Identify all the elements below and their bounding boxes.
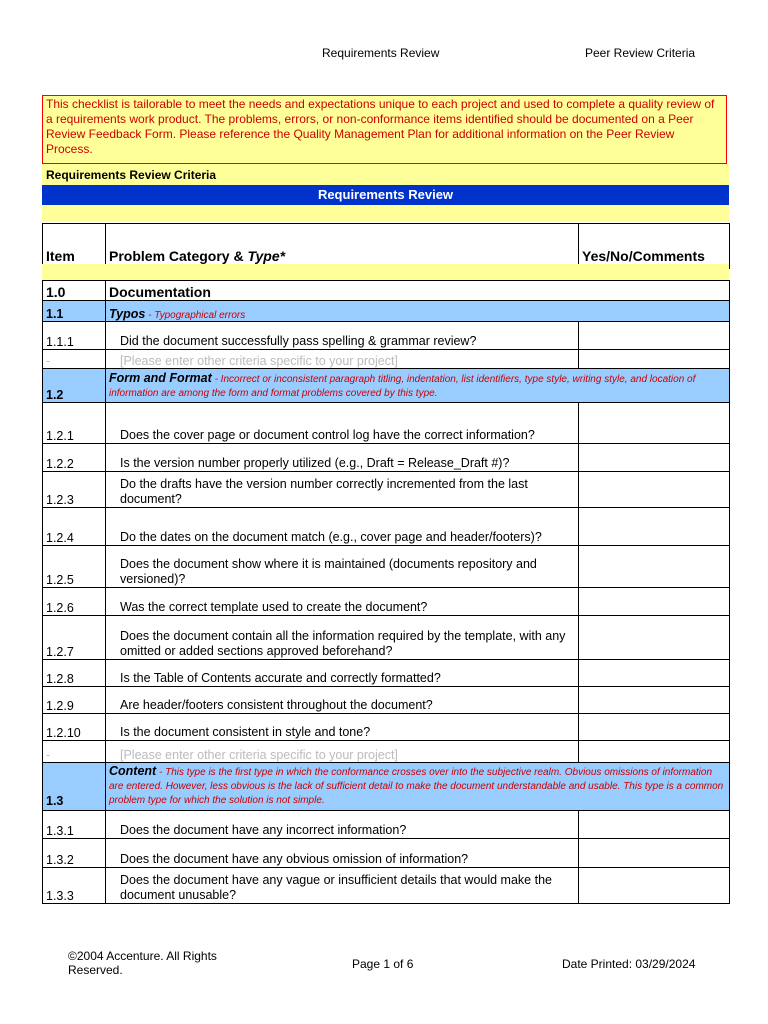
placeholder-num: - [43,741,106,763]
column-header-row [43,224,730,269]
criterion-num: 1.2.9 [43,687,106,714]
criterion-num: 1.2.7 [43,616,106,660]
response-cell[interactable] [579,546,730,588]
criterion-row [43,839,730,868]
response-cell[interactable] [579,508,730,546]
subcategory-description: - This type is the first type in which the conformance crosses over into the subjective realm. Obvious omissions of information are entered. However, less obvious is the lack of sufficient detail to make the document understandable and usable. This type is a common problem type for which the solution is not simple. [109,767,724,806]
placeholder-text[interactable]: [Please enter other criteria specific to your project] [106,350,579,369]
criterion-num: 1.3.1 [43,811,106,839]
column-header-table [42,223,730,269]
response-cell[interactable] [579,350,730,369]
yellow-spacer [42,264,729,280]
response-cell[interactable] [579,616,730,660]
subcategory-row [43,301,730,322]
subcategory-desc [106,763,730,811]
col-category [106,224,579,269]
criterion-row [43,508,730,546]
criterion-num: 1.2.2 [43,444,106,472]
response-cell[interactable] [579,322,730,350]
subcategory-row [43,763,730,811]
placeholder-num: - [43,350,106,369]
criterion-num: 1.2.5 [43,546,106,588]
response-cell[interactable] [579,444,730,472]
subcategory-name: Content [109,764,157,778]
subcategory-description: - Incorrect or inconsistent paragraph titling, indentation, list identifiers, type style, writing style, and location of information are among the form and format problems covered by this type. [109,373,696,399]
criterion-row [43,714,730,741]
review-title-bar: Requirements Review [42,185,729,205]
criterion-row [43,472,730,508]
criteria-title: Requirements Review Criteria [46,168,217,182]
footer-page-number: Page 1 of 6 [352,957,414,971]
criterion-num: 1.2.4 [43,508,106,546]
criterion-row [43,546,730,588]
subcategory-name: Typos [109,307,146,321]
col-response: Yes/No/Comments [579,224,730,269]
subcategory-row [43,369,730,403]
response-cell[interactable] [579,472,730,508]
criterion-num: 1.2.3 [43,472,106,508]
col-category-label: Problem Category & [109,248,248,264]
response-cell[interactable] [579,868,730,904]
response-cell[interactable] [579,741,730,763]
header-doc-type: Peer Review Criteria [585,46,696,60]
criterion-text: Does the document have any obvious omission of information? [106,839,579,868]
placeholder-text[interactable]: [Please enter other criteria specific to your project] [106,741,579,763]
criterion-text: Do the dates on the document match (e.g., cover page and header/footers)? [106,508,579,546]
response-cell[interactable] [579,660,730,687]
tailoring-notice: This checklist is tailorable to meet the needs and expectations unique to each project and used to complete a quality review of a requirements work product. The problems, errors, or non-conformance items identified should be documented on a Peer Review Feedback Form. Please reference the Quality Management Plan for additional information on the Peer Review Process. [42,95,727,164]
criterion-num: 1.2.8 [43,660,106,687]
section-row [43,281,730,301]
criteria-table [42,280,730,904]
placeholder-row [43,350,730,369]
criterion-num: 1.2.1 [43,403,106,444]
criterion-row [43,588,730,616]
criterion-row [43,616,730,660]
response-cell[interactable] [579,588,730,616]
subcategory-num: 1.1 [43,301,106,322]
subcategory-desc [106,301,730,322]
criterion-text: Does the document show where it is maintained (documents repository and versioned)? [106,546,579,588]
criterion-text: Do the drafts have the version number correctly incremented from the last document? [106,472,579,508]
criterion-text: Does the cover page or document control log have the correct information? [106,403,579,444]
response-cell[interactable] [579,714,730,741]
footer-date-printed: Date Printed: 03/29/2024 [562,957,696,971]
criterion-text: Are header/footers consistent throughout the document? [106,687,579,714]
criterion-num: 1.2.6 [43,588,106,616]
subcategory-description: - Typographical errors [145,310,246,321]
criterion-text: Is the version number properly utilized (e.g., Draft = Release_Draft #)? [106,444,579,472]
criterion-num: 1.2.10 [43,714,106,741]
col-item: Item [43,224,106,269]
criterion-num: 1.1.1 [43,322,106,350]
criterion-text: Does the document contain all the information required by the template, with any omitted or added sections approved beforehand? [106,616,579,660]
criterion-text: Was the correct template used to create the document? [106,588,579,616]
subcategory-name: Form and Format [109,370,212,385]
response-cell[interactable] [579,811,730,839]
response-cell[interactable] [579,403,730,444]
criterion-row [43,660,730,687]
criterion-num: 1.3.3 [43,868,106,904]
criterion-row [43,811,730,839]
col-category-type: Type* [247,248,286,264]
criterion-row [43,403,730,444]
criterion-text: Does the document have any vague or insufficient details that would make the document unusable? [106,868,579,904]
criterion-num: 1.3.2 [43,839,106,868]
footer-copyright: ©2004 Accenture. All Rights Reserved. [68,949,217,977]
subcategory-num: 1.2 [43,369,106,403]
criterion-row [43,868,730,904]
response-cell[interactable] [579,839,730,868]
section-name: Documentation [106,281,730,301]
placeholder-row [43,741,730,763]
criterion-row [43,322,730,350]
criterion-text: Is the Table of Contents accurate and correctly formatted? [106,660,579,687]
subcategory-desc [106,369,730,403]
response-cell[interactable] [579,687,730,714]
section-num: 1.0 [43,281,106,301]
criterion-text: Does the document have any incorrect information? [106,811,579,839]
criterion-row [43,687,730,714]
criterion-text: Did the document successfully pass spelling & grammar review? [106,322,579,350]
header-doc-title: Requirements Review [322,46,440,60]
subcategory-num: 1.3 [43,763,106,811]
criterion-row [43,444,730,472]
criterion-text: Is the document consistent in style and tone? [106,714,579,741]
